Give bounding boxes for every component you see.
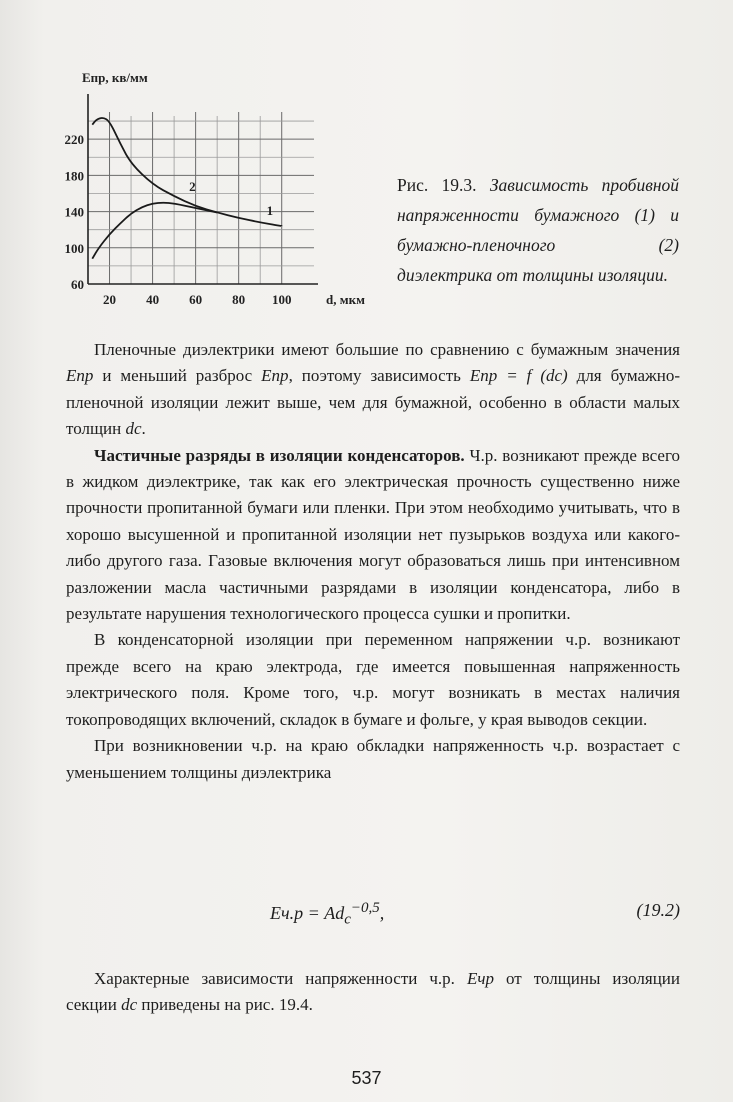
body-text bbox=[66, 337, 680, 786]
body-text-after bbox=[66, 966, 680, 1019]
series-line-1 bbox=[92, 118, 281, 226]
x-tick-label: 100 bbox=[271, 292, 292, 307]
p1-text-b: и меньший разброс bbox=[102, 366, 253, 386]
formula-sup: −0,5 bbox=[350, 900, 380, 916]
caption-lead: Рис. 19.3. bbox=[397, 175, 477, 195]
formula-sub: c bbox=[344, 911, 351, 928]
formula-lhs: Eч.р bbox=[270, 903, 304, 923]
p5-symbol-e: Eчр bbox=[466, 969, 494, 988]
y-tick-label: 220 bbox=[64, 132, 84, 148]
series-label-1: 1 bbox=[266, 203, 274, 219]
y-tick-label: 100 bbox=[64, 240, 84, 256]
p1-text: Пленочные диэлектрики имеют большие по сравнению с бумажным значения bbox=[94, 340, 680, 359]
paragraph-2 bbox=[66, 443, 680, 628]
x-tick-label: 80 bbox=[232, 292, 246, 307]
p5-text-b: от толщины изоляции секции bbox=[66, 969, 681, 1015]
p2-text: Ч.р. возникают прежде всего в жидком диэлектрике, так как его электрическая прочность существенно ниже прочности пропитанной бумаги или пленки. При этом необходимо учитывать, что в хорошо высушенной и пропитанной изоляции нет пузырьков воздуха или какого-либо другого газа. Газовые включения могут образоваться лишь при интенсивном разложении масла частичными разрядами в изоляции конденсатора, либо в результате нарушения технологического процесса сушки и пропитки. bbox=[66, 445, 681, 624]
y-tick-label: 180 bbox=[64, 168, 84, 184]
x-axis-label: d, мкм bbox=[326, 292, 365, 307]
p5-text-c: приведены на рис. 19.4. bbox=[141, 995, 313, 1015]
p1-end: . bbox=[141, 419, 146, 439]
p5-symbol-dc: dc bbox=[121, 995, 138, 1015]
p1-text-c: , поэтому зависимость bbox=[288, 366, 461, 386]
paragraph-3: В конденсаторной изоляции при переменном напряжении ч.р. возникают прежде всего на краю электрода, где имеется повышенная напряженность электрического поля. Кроме того, ч.р. могут возникать в местах наличия токопроводящих включений, складок в бумаге и фольге, у края выводов секции. bbox=[66, 630, 680, 729]
y-axis-label: Eпр, кв/мм bbox=[82, 70, 148, 85]
p5-text-a: Характерные зависимости напряженности ч.р. bbox=[94, 969, 455, 988]
paragraph-4: При возникновении ч.р. на краю обкладки напряженность ч.р. возрастает с уменьшением толщины диэлектрика bbox=[66, 736, 680, 782]
y-tick-label: 140 bbox=[64, 204, 84, 220]
section-heading: Частичные разряды в изоляции конденсаторов. bbox=[94, 445, 465, 465]
chart-19-3 bbox=[56, 70, 376, 310]
paragraph-1 bbox=[66, 337, 680, 443]
series-label-2: 2 bbox=[189, 178, 196, 194]
formula-expression bbox=[270, 900, 384, 929]
x-tick-label: 40 bbox=[146, 292, 160, 307]
paragraph-5 bbox=[66, 966, 680, 1019]
formula-tail: , bbox=[379, 903, 385, 923]
x-tick-label: 20 bbox=[103, 292, 117, 307]
page-number: 537 bbox=[351, 1068, 382, 1088]
p1-symbol-dc: dc bbox=[125, 419, 142, 439]
p1-text-d: для бумажно-пленочной изоляции лежит выше, чем для бумажной, особенно в области малых толщин bbox=[66, 366, 681, 439]
figure-19-3 bbox=[56, 70, 376, 310]
figure-caption bbox=[397, 170, 679, 290]
formula-mid: = Ad bbox=[307, 903, 345, 923]
caption-text: Зависимость пробивной напряженности бумажного (1) и бумажно-пленочного (2) диэлектрика от толщины изоляции. bbox=[397, 175, 680, 285]
p1-symbol-e2: Eпр bbox=[261, 366, 289, 386]
y-tick-label: 60 bbox=[71, 277, 84, 292]
x-tick-label: 60 bbox=[189, 292, 203, 307]
formula-19-2 bbox=[66, 892, 680, 932]
formula-number: (19.2) bbox=[636, 900, 680, 920]
p1-symbol-e1: Eпр bbox=[66, 366, 94, 386]
p1-equation: Eпр = f (dc) bbox=[469, 366, 568, 386]
